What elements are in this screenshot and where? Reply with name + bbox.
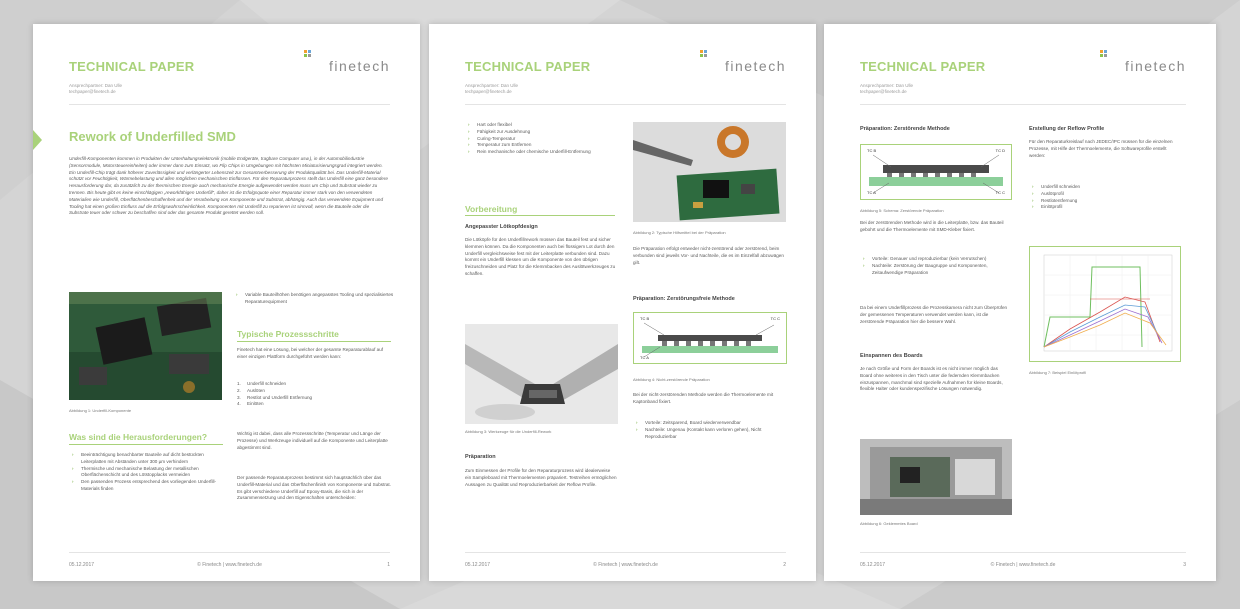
intro-paragraph: Underfill-Komponenten kommen in Produkten der Unterhaltungselektronik (mobile Endgeräte, tragbare Computer usw.), in der Automobilindustrie (Sensormodule, Motorsteuereinheiten) oder immer dann zum Einsatz, wo Flip Chips in Umgebungen mit höchsten Miniaturisierungsgrad integriert werden. Ein Underfill-Chip trägt dank höherer Zuverlässigkeit und verlängerter Lebenszeit zur Gesamtverbesserung der Produktqualität bei. Das Underfill-Material schützt vor Feuchtigkeit, Wärmebelastung und allen möglichen mechanischen Einflüssen. Für den Reparaturprozess stellt das Underfill eine ganz besondere Herausforderung dar, da zusätzlich zu der thermischen Energie auch mechanische Energie aufgewendet werden muss um Chip und Substrat wieder zu trennen. Bis heute gibt es keine einschlägigen „reworkfähigen Underfill“, daher ist die Erfolgsquote einer Reparatur immer stark von den verwendeten Materialien wie Underfill, Oberflächenbeschaffenheit und der Verarbeitung von Komponente und Substrat, abhängig. Auch das verwendete Equipment und Tooling hat einen großen Einfluss auf die Erfolgswahrscheinlichkeit. Komponenten mit Underfill zu reparieren ist sinnvoll, wenn die Bauteile oder die Substrate teuer oder schwer zu beschaffen sind oder das gesamte Produkt gerettet werden soll. <box>69 156 388 216</box>
finetech-logo: finetech <box>700 50 786 74</box>
list-item: › Beeinträchtigung benachbarter Bauteile auf dicht bestückten Leiterplatten mit Abständen unter 300 µm verhindern <box>71 452 221 466</box>
list-item: › Vorteile: Genauer und reproduzierbar (kein Verrutschen) <box>862 256 1010 263</box>
diagram-label: TC B <box>640 316 650 321</box>
reflow-profile-list <box>1031 184 1179 211</box>
preparation-paragraph: Zum Einmessen der Profile für den Reparaturprozess wird idealerweise ein Sampleboard mit Thermoelementen präpariert. Testreihen ermöglichen Aussagen zu Qualität und Reproduzierbarkeit der Reflow Profile. <box>465 468 617 487</box>
figure-preparation-tools <box>633 122 786 222</box>
list-item: › Fähigkeit zur Ausdehnung <box>467 129 617 136</box>
header-divider <box>465 104 786 105</box>
finetech-logo: finetech <box>1100 50 1186 74</box>
figure-underfill-component <box>69 292 222 400</box>
right-bullet-list <box>235 292 395 306</box>
subheading-destructive: Präparation: Zerstörende Methode <box>860 126 950 132</box>
logo-mark-icon <box>1100 50 1107 57</box>
reflow-paragraph: Für den Reparaturkreislauf nach JEDEC/IPC müssen für die einzelnen Prozesse, mit Hilfe der Thermoelemente, die Softwareprofile erstellt werden: <box>1029 139 1173 158</box>
list-item: › Nachteile: Ungenau (Kontakt kann verloren gehen), Nicht Reproduzierbar <box>635 427 785 441</box>
document-page-2: TECHNICAL PAPER Ansprechpartner: Dan Ulle techpaper@finetech.de finetech › Hart oder flexibel › Fähigkeit zur Ausdehnung › Curing-Temperatur › Temperatur zum Entfernen › Rein mechanische oder chemische Underfill-Entfernung Vorbereitung Angepasster Lötkopfdesign Die Lötköpfe für den Underfillrework müssen das Bauteil fest und sicher klemmen können. Da die Komponenten auch bei flüssigem Lot durch den Underfill vergleichsweise fest mit der Leiterplatte verbunden sind. Dazu kommt ein Underfill klessen um die Komponente von den übrigen freizuschneiden und Platz für die Klemmbacken des Auslötwerkzeuges zu schaffen. Abbildung 3: Werkzeuge für die Underfill-Rework Präparation Zum Einmessen der Profile für den Reparaturprozess wird idealerweise ein Sampleboard mit Thermoelementen präpariert. Testreihen ermöglichen Aussagen zu Qualität und Reproduzierbarkeit der Reflow Profile. Abbildung 2: Typische Hilfsmittel bei der Präparation Die Präparation erfolgt entweder nicht-zerstörend oder zerstörend, beim verbunden sind jeweils Vor- und Nachteile, die es im Einzelfall abzuwägen gilt. Präparation: Zerstörungsfreie Methode TC B TC C TC A Abbildung 4: Nicht-zerstörende Präparation Bei der nicht-zerstörenden Methode werden die Thermoelemente mit Kaptonband fixiert. › Vorteile: Zeitsparend, Board wiederverwendbar › Nachteile: Ungenau (Kontakt kann verloren gehen), Nicht Reproduzierbar 05.12.2017 © Finetech | www.finetech.de 2 <box>429 24 816 581</box>
figure-7-caption: Abbildung 7: Beispiel Einlötprofil <box>1029 370 1087 375</box>
important-paragraph: Wichtig ist dabei, dass alle Prozessschritte (Temperatur und Länge der Prozesse) und Werkzeuge individuell auf die Komponente und Leiterplatte abgestimmt sind. <box>237 431 388 450</box>
page-number: 3 <box>1183 562 1186 568</box>
preparation-methods-paragraph: Die Präparation erfolgt entweder nicht-zerstörend oder zerstörend, beim verbunden sind jeweils Vor- und Nachteile, die es im Einzelfall abzuwägen gilt. <box>633 246 784 265</box>
list-item: › Temperatur zum Entfernen <box>467 142 617 149</box>
figure-2-caption: Abbildung 2: Typische Hilfsmittel bei der Präparation <box>633 230 726 235</box>
diagram-nondestructive <box>633 312 787 364</box>
list-item: › Hart oder flexibel <box>467 122 617 129</box>
footer-divider <box>465 552 786 553</box>
diagram-label: TC C <box>995 190 1005 195</box>
section-heading-steps: Typische Prozessschritte <box>237 329 339 339</box>
header-divider <box>860 104 1186 105</box>
figure-6-caption: Abbildung 6: Geklemmtes Board <box>860 521 918 526</box>
title-arrow-icon <box>33 130 43 150</box>
section-heading-challenges: Was sind die Herausforderungen? <box>69 432 208 442</box>
steps-list <box>237 381 391 408</box>
figure-clamped-board <box>860 439 1012 515</box>
logo-mark-icon <box>304 50 311 57</box>
diagram-destructive <box>860 144 1012 200</box>
list-item: › Einlötprofil <box>1031 204 1179 211</box>
list-item: › Curing-Temperatur <box>467 136 617 143</box>
diagram-label: TC C <box>770 316 780 321</box>
diagram-label: TC A <box>640 355 649 360</box>
header-contact: Ansprechpartner: Dan Ulle techpaper@finetech.de <box>465 83 519 94</box>
header-divider <box>69 104 390 105</box>
document-page-1: TECHNICAL PAPER Ansprechpartner: Dan Ulle techpaper@finetech.de finetech Rework of Underfilled SMD Underfill-Komponenten kommen in Produkten der Unterhaltungselektronik (mobile Endgeräte, tragbare Computer usw.), in der Automobilindustrie (Sensormodule, Motorsteuereinheiten) oder immer dann zum Einsatz, wo Flip Chips in Umgebungen mit höchsten Miniaturisierungsgrad integriert werden. Ein Underfill-Chip trägt dank höherer Zuverlässigkeit und verlängerter Lebenszeit zur Gesamtverbesserung der Produktqualität bei. Das Underfill-Material schützt vor Feuchtigkeit, Wärmebelastung und allen möglichen mechanischen Einflüssen. Für den Reparaturprozess stellt das Underfill eine ganz besondere Herausforderung dar, da zusätzlich zu der thermischen Energie auch mechanische Energie aufgewendet werden muss um Chip und Substrat wieder zu trennen. Bis heute gibt es keine einschlägigen „reworkfähigen Underfill“, daher ist die Erfolgsquote einer Reparatur immer stark von den verwendeten Materialien wie Underfill, Oberflächenbeschaffenheit und der Verarbeitung von Komponente und Substrat, abhängig. Auch das verwendete Equipment und Tooling hat einen großen Einfluss auf die Erfolgswahrscheinlichkeit. Komponenten mit Underfill zu reparieren ist sinnvoll, wenn die Bauteile oder die Substrate teuer oder schwer zu beschaffen sind oder das gesamte Produkt gerettet werden soll. Abbildung 1: Underfill-Komponente › Variable Bauteilhöhen benötigen angepasstes Tooling und spezialisiertes Reparaturequipment Typische Prozessschritte Finetech hat eine Lösung, bei welcher der gesamte Reparaturablauf auf einer einzigen Plattform durchgeführt werden kann: 1. Underfill schneiden 2. Auslöten 3. Restlot und Underfill Entfernung 4. Einlöten Wichtig ist dabei, dass alle Prozessschritte (Temperatur und Länge der Prozesse) und Werkzeuge individuell auf die Komponente und Leiterplatte abgestimmt sind. Der passende Reparaturprozess bestimmt sich hauptsächlich über das Underfill-Material und das Oberflächenfinish von Komponente und Substrat. Es gibt verschiedene Underfill auf Epoxy-Basis, die sich in der Zusammensetzung und den Eigenschaften unterscheiden: Was sind die Herausforderungen? › Beeinträchtigung benachbarter Bauteile auf dicht bestückten Leiterplatten mit Abständen unter 300 µm verhindern › Thermische und mechanische Belastung der metallischen Oberflächenschicht und des Lötstopplacks vermeiden › Den passenden Prozess entsprechend des vorliegenden Underfill-Materials finden 05.12.2017 © Finetech | www.finetech.de 1 <box>33 24 420 581</box>
list-item: › Nachteile: Zerstörung der Baugruppe und Komponenten, Zeitaufwendige Präparation <box>862 263 1010 277</box>
figure-3-caption: Abbildung 3: Werkzeuge für die Underfill-Rework <box>465 429 552 434</box>
footer-divider <box>69 552 390 553</box>
logo-mark-icon <box>700 50 707 57</box>
section-rule <box>237 341 391 342</box>
diagram-label: TC A <box>867 190 876 195</box>
list-item: › Rein mechanische oder chemische Underfill-Entfernung <box>467 149 617 156</box>
header-contact: Ansprechpartner: Dan Ulle techpaper@finetech.de <box>69 83 123 94</box>
finetech-logo: finetech <box>304 50 390 74</box>
list-item: › Restlotentfernung <box>1031 198 1179 205</box>
section-heading-preparation: Vorbereitung <box>465 204 518 214</box>
nondestructive-paragraph: Bei der nicht-zerstörenden Methode werden die Thermoelemente mit Kaptonband fixiert. <box>633 392 774 404</box>
nondestructive-pros-cons <box>635 420 785 440</box>
figure-reflow-profile <box>1029 246 1181 362</box>
list-item: › Underfill schneiden <box>1031 184 1179 191</box>
list-item: 2. Auslöten <box>237 387 265 393</box>
test-paragraph: Da bei einem Underfillprozess die Prozesskamera nicht zum Überprüfen der gemessenen Temperaturen verwendet werden kann, ist die zerstörende Präparation hier die bessere Wahl. <box>860 305 1008 324</box>
subheading-reflow: Erstellung der Reflow Profile <box>1029 126 1105 132</box>
document-page-3: TECHNICAL PAPER Ansprechpartner: Dan Ulle techpaper@finetech.de finetech Präparation: Zerstörende Methode TC B TC D TC A TC C Abbildung 5: Schema: Zerstörende Präparation Bei der zerstörenden Methode wird in die Leiterplatte, bzw. das Bauteil gebohrt und die Thermoelemente mit SMD-Kleber fixiert. › Vorteile: Genauer und reproduzierbar (kein Verrutschen) › Nachteile: Zerstörung der Baugruppe und Komponenten, Zeitaufwendige Präparation Da bei einem Underfillprozess die Prozesskamera nicht zum Überprüfen der gemessenen Temperaturen verwendet werden kann, ist die zerstörende Präparation hier die bessere Wahl. Einspannen des Boards Je nach Größe und Form der Boards ist es nicht immer möglich das Board ohne weiteres in den Tisch unter die federnden Klemmbacken einzuspannen, manchmal sind spezielle Aufnahmen für kleine Boards, flexible Halter oder kundenspezifische Lösungen notwendig. Abbildung 6: Geklemmtes Board Erstellung der Reflow Profile Für den Reparaturkreislauf nach JEDEC/IPC müssen für die einzelnen Prozesse, mit Hilfe der Thermoelemente, die Softwareprofile erstellt werden: › Underfill schneiden › Auslötprofil › Restlotentfernung › Einlötprofil Abbildung 7: Beispiel Einlötprofil 05.12.2017 © Finetech | www.finetech.de 3 <box>824 24 1216 581</box>
list-item: 4. Einlöten <box>237 401 264 407</box>
section-rule <box>69 444 223 445</box>
figure-rework-tools <box>465 324 618 424</box>
list-item: › Variable Bauteilhöhen benötigen angepasstes Tooling und spezialisiertes Reparaturequipment <box>235 292 395 306</box>
subheading-clamping: Einspannen des Boards <box>860 353 923 359</box>
header-title: TECHNICAL PAPER <box>465 59 591 74</box>
header-contact: Ansprechpartner: Dan Ulle techpaper@finetech.de <box>860 83 914 94</box>
diagram-label: TC D <box>995 148 1005 153</box>
figure-1-caption: Abbildung 1: Underfill-Komponente <box>69 408 132 413</box>
figure-5-caption: Abbildung 5: Schema: Zerstörende Präparation <box>860 208 944 213</box>
footer-divider <box>860 552 1186 553</box>
figure-4-caption: Abbildung 4: Nicht-zerstörende Präparation <box>633 377 710 382</box>
page-number: 1 <box>387 562 390 568</box>
list-item: › Thermische und mechanische Belastung der metallischen Oberflächenschicht und des Lötstopplacks vermeiden <box>71 466 221 480</box>
clamping-paragraph: Je nach Größe und Form der Boards ist es nicht immer möglich das Board ohne weiteres in den Tisch unter die federnden Klemmbacken einzuspannen, manchmal sind spezielle Aufnahmen für kleine Boards, flexible Halter oder kundenspezifische Lösungen notwendig. <box>860 366 1003 392</box>
list-item: 3. Restlot und Underfill Entfernung <box>237 394 313 400</box>
list-item: › Vorteile: Zeitsparend, Board wiederverwendbar <box>635 420 785 427</box>
challenges-list <box>71 452 221 493</box>
diagram-label: TC B <box>867 148 877 153</box>
destructive-paragraph: Bei der zerstörenden Methode wird in die Leiterplatte, bzw. das Bauteil gebohrt und die Thermoelemente mit SMD-Kleber fixiert. <box>860 220 1004 232</box>
steps-intro: Finetech hat eine Lösung, bei welcher der gesamte Reparaturablauf auf einer einzigen Plattform durchgeführt werden kann: <box>237 347 384 359</box>
header-title: TECHNICAL PAPER <box>69 59 195 74</box>
subheading-head-design: Angepasster Lötkopfdesign <box>465 224 538 230</box>
section-rule <box>465 215 615 216</box>
header-title: TECHNICAL PAPER <box>860 59 986 74</box>
destructive-pros-cons <box>862 256 1010 276</box>
subheading-preparation: Präparation <box>465 454 496 460</box>
properties-list <box>467 122 617 156</box>
list-item: › Auslötprofil <box>1031 191 1179 198</box>
page-number: 2 <box>783 562 786 568</box>
head-design-paragraph: Die Lötköpfe für den Underfillrework müssen das Bauteil fest und sicher klemmen können. Da die Komponenten auch bei flüssigem Lot durch den Underfill vergleichsweise fest mit der Leiterplatte verbunden sind. Dazu kommt ein Underfill klessen um die Komponente von den übrigen freizuschneiden und Platz für die Klemmbacken des Auslötwerkzeuges zu schaffen. <box>465 237 616 276</box>
process-paragraph: Der passende Reparaturprozess bestimmt sich hauptsächlich über das Underfill-Material und das Oberflächenfinish von Komponente und Substrat. Es gibt verschiedene Underfill auf Epoxy-Basis, die sich in der Zusammensetzung und den Eigenschaften unterscheiden: <box>237 475 391 501</box>
list-item: 1. Underfill schneiden <box>237 381 287 386</box>
subheading-nondestructive: Präparation: Zerstörungsfreie Methode <box>633 296 735 302</box>
page-title: Rework of Underfilled SMD <box>69 129 236 144</box>
list-item: › Den passenden Prozess entsprechend des vorliegenden Underfill-Materials finden <box>71 479 221 493</box>
